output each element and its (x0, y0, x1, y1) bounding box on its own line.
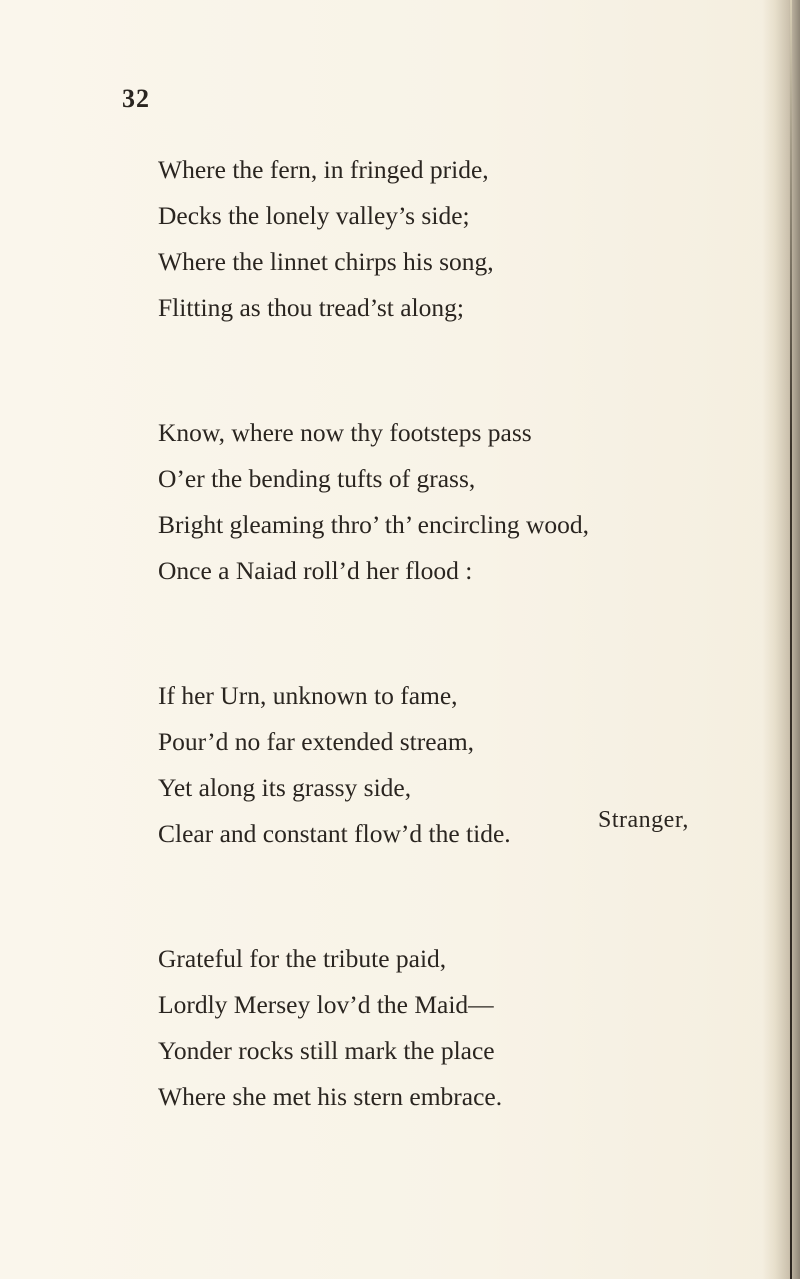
stanza-1 (158, 147, 738, 331)
poem-line: O’er the bending tufts of grass, (158, 464, 476, 493)
poem-line: Yet along its grassy side, (158, 773, 412, 802)
poem-line: Lordly Mersey lov’d the Maid— (158, 990, 494, 1019)
catchword: Stranger, (598, 807, 689, 833)
poem-line: If her Urn, unknown to fame, (158, 681, 458, 710)
poem-line: Bright gleaming thro’ th’ encircling wood, (158, 510, 590, 539)
stanza-2 (158, 410, 738, 594)
poem-line: Yonder rocks still mark the place (158, 1036, 495, 1065)
poem-line: Where she met his stern embrace. (158, 1082, 503, 1111)
poem-body (158, 147, 738, 1199)
poem-line: Pour’d no far extended stream, (158, 727, 475, 756)
binding-edge (790, 0, 792, 1279)
page-gutter-shadow (762, 0, 800, 1279)
poem-line: Decks the lonely valley’s side; (158, 201, 470, 230)
stanza-4 (158, 936, 738, 1120)
poem-line: Where the fern, in fringed pride, (158, 155, 489, 184)
poem-line: Clear and constant flow’d the tide. (158, 819, 511, 848)
page-number: 32 (122, 84, 150, 113)
poem-line: Grateful for the tribute paid, (158, 944, 447, 973)
poem-line: Where the linnet chirps his song, (158, 247, 494, 276)
poem-line: Once a Naiad roll’d her flood : (158, 556, 473, 585)
poem-line: Flitting as thou tread’st along; (158, 293, 464, 322)
poem-line: Know, where now thy footsteps pass (158, 418, 532, 447)
